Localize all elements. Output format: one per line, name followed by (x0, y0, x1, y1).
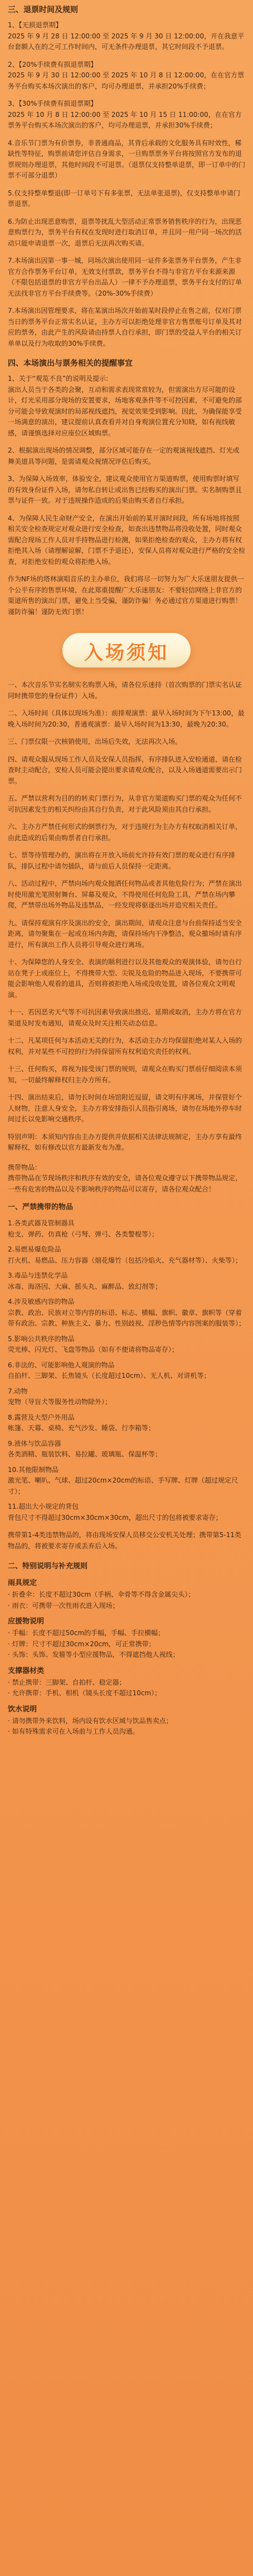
prohibited-item-10: 10.其他限制物品 激光笔、喇叭、气球、超过20cm×20cm的标语、手写牌、灯牌（超过规定尺寸）； (8, 1465, 239, 1495)
notice-12: 十二、凡某项任何与本活动无关的行为，本活动主办方均保留拒绝对某人入场的权利，并对某些不可控的行为持保留所有权利追究责任的权利。 (8, 1037, 242, 1056)
special-rules-title: 二、特别说明与补充规则 (8, 1562, 88, 1571)
notice-3: 三、门票仅限一次核销使用，出场后失效，无法再次入场。 (8, 738, 182, 745)
rain-gear-rule-1: · 折叠伞：长度不超过30cm（手柄、伞骨等不得含金属尖头）； (8, 1591, 195, 1598)
prohibited-item-2: 2.易燃易爆危险品 打火机、易燃品、压力容器（烟花爆竹（包括冷焰火、充气器材等）、火柴等）； (8, 1245, 242, 1264)
prohibited-item-1: 1.各类武器及管制器具 枪支、弹药、仿真枪（弓弩、弹弓、各类警棍等）； (8, 1219, 159, 1238)
prohibited-item-9: 9.液体与饮品容器 各类酒精、瓶装饮料、易拉罐、玻璃瓶、保温杯等； (8, 1439, 162, 1458)
prohibited-item-5: 5.影响公共秩序的物品 荧光棒、闪光灯、飞盘等物品（如有不便请将物品寄存）； (8, 1334, 179, 1353)
notice-7: 七、票等待管理办的，演出将在开放入场前允许持有效门票的观众进行有序排队，排队过程中请勿插队，请与前后人员保持一定距离。 (8, 851, 236, 870)
refund-rule-1: 1、【无损退票期】 2025 年 9 月 28 日 12:00:00 至 2025 年 9 月 30 日 12:00:00，开在我意平台套额人在的之可工作时间内，可无条件办理退票，其它时间段不予退票。 (8, 21, 245, 51)
notice-9: 九、请保持观演有序及演出的安全，演出期间，请观众注意与台前保持适当安全距离，请勿聚集在一起或在场内奔跑，请保持场内干净整洁，观众撤场时请有序进行，所有演出工作人员将引导观众进行离场。 (8, 919, 242, 949)
notice-14: 十四、演出结束后，请勿长时间在场馆附近逗留，请文明有序离场，并保管好个人财物，注意人身安全，主办方将安排指引人员指引离场，请勿在场地外停车时间过长以免影响交通秩序。 (8, 1093, 242, 1123)
carry-intro: 携带物品： 携带物品在节现场秩序和秩序有效的安全，请各位观众遵守以下携带物品规定，一些有危害的物品以及不影响秩序的物品可以寄存，请各位观众配合！ (8, 1163, 242, 1193)
reminder-4: 4、为保障人民生命财产安全，在演出开始前的某开演时间段，所有场地将按照相关安全检查规定对观众进行安全检查，如查出违禁物品将没收处置，同时观众需配合现场工作人员对手持物品进行检测，如果拒绝检查的观众，主办方将有权拒绝其入场（请理解谅解，门票不予退还），安保人员将对观众进行严格的安全检查，对拒绝安检的观众将拒绝入场。 (8, 514, 246, 566)
rain-gear-title: 雨具规定 (8, 1579, 37, 1587)
refund-rule-5: 5.仅支持整单整退(即一订单号下有多张票，无法单张退票)，仅支持整单申请门票退票。 (8, 189, 240, 208)
refund-rule-7b: 7.本场演出因管理要求，将在某演出场次开始前某时段停止在售之前，仅对门票当日的票务平台正常实名认证，主办方可以拒绝处理非官方售票账号订单及其对应的票务，由此产生的风险请由持票人自行承担，即门票的受益人平台的相关订单单以及行为收取的30%手续费。 (8, 307, 242, 347)
notice-1: 一、本次音乐节实名制实名购票入场，请各位乐迷持（首次购票的门票实名认证同时携带您的身份证件）入场。 (8, 681, 242, 700)
reminder-3: 3、为保障入场效率，体验安全，建议观众使用官方渠道购票，使用购票时填写的有效身份证件入场，请勿私自转让或出售已经购买的演出门票。实名制购票且票与证件一致。对于违规操作造成的后果由购买者自行承担。 (8, 475, 242, 504)
section-title-refund: 三、退票时间及规则 (8, 6, 78, 14)
support-items-rule-3: · 头饰：头饰、发箍等小型应援物品，不得遮挡他人视线； (8, 1651, 179, 1659)
notice-2: 二、入场时间（具体以现场为准）：前排观演票：最早入场时间为下午13:00，最晚入场时间为20:30，普通观演票：最早入场时间为13:30，最晚为20:30。 (8, 709, 245, 728)
equipment-rule-1: · 禁止携带：三脚架、自拍杆、稳定器； (8, 1678, 126, 1686)
support-items-rule-1: · 手幅：长度不超过50cm的手幅，手幅、手拉横幅； (8, 1629, 165, 1637)
notice-10: 十、为保障您的人身安全、表演的顺利进行以及其他观众的观演体验，请勿自行站在凳子上或座位上，不得携带大型、尖锐及危险的物品进入现场，不要携带可能会影响他人观看的道具，否则将被拒绝入场或没收处置，请各位观众文明观演。 (8, 958, 242, 999)
refund-rule-2: 2、【20%手续费有损退票期】 2025 年 9 月 30 日 12:00:00 至 2025 年 10 月 8 日 12:00:00，在在官方票务平台购买本场次演出的客户，均可办理退票，并承担20%手续费； (8, 60, 245, 90)
prohibited-item-11: 11.超出大小规定的背包 背包尺寸不得超过30cm×30cm×30cm，超出尺寸的包将被要求寄存； (8, 1503, 222, 1522)
notice-11: 十一、若因恶劣天气等不可抗因素导致演出推迟、延期或取消，主办方将在官方渠道及时发布通知，请观众及时关注相关动态信息。 (8, 1008, 242, 1027)
reminder-1: 1、关于“观览不良”的说明及提示: 演出人员当于各类的会聚，互动和需求表现常常较为，但需演出方尽可能的设计，灯光采用部分现场的安置要求，场地客观条件等不可控因素，不可避免的部分可能会导致观演时的局部视线遮挡，视觉效果受到影响。因此，为确保能享受一场满意的演出，建议提前认真查看并对自身观演位置充分知晓，如有视线敏感，请谨慎选择对应座位区域购票。 (8, 375, 242, 437)
prohibited-item-3: 3.毒品与违禁化学品 冰毒、海洛因、大麻、摇头丸、麻醉品、致幻剂等； (8, 1272, 162, 1291)
notice-5: 五、严禁以营利为目的的转卖门票行为，从非官方渠道购买门票的观众为任何不可抗因素发生的相关纠纷由其自行负责，对于此风险须由其自行承担。 (8, 794, 242, 813)
prohibited-item-4: 4.涉及敏感内容的物品 宗教、政治、民族对立等内容的标语、标志、横幅、旗帜、徽章、旗帜等（穿着带有政治、宗教、种族主义、暴力、性别歧视、淫秽色情等内容图案的服装等）； (8, 1298, 246, 1327)
rain-gear-rule-2: · 雨衣：可携带一次性雨衣进入现场； (8, 1601, 119, 1610)
prohibited-item-8: 8.露营及大型户外用品 帐篷、天幕、桌椅、充气沙发、睡袋、行李箱等； (8, 1413, 155, 1432)
water-rule-1: · 请勿携带外来饮料，场内设有饮水区域与饮品售卖点； (8, 1716, 173, 1725)
refund-rule-7: 7.本场演出因第一事一城，同场次演出使用同一证件多张票务平台票务，产生非官方合作票务平台订单，无效支付票款，票务平台不得与非官方平台来源来源（不限包括退票的非官方平台出品人）一律不予办理退票，票务平台支付的订单无法找非官方平台手续费等。（20%-30%手续费） (8, 257, 242, 297)
prohibited-item-7: 7.动物 宠物（导盲犬等服务性动物除外）； (8, 1387, 112, 1406)
water-rule-2: · 如有特殊需求可在入场前与工作人员沟通。 (8, 1728, 139, 1735)
reminder-2: 2、根据演出现场的情况调整，部分区域可能存在一定的观演视线遮挡、灯光或舞美道具等问题，是需请观众视情况评估后购买。 (8, 446, 240, 465)
banner-title: 入场须知 (84, 642, 169, 664)
support-items-rule-2: · 灯牌：尺寸不超过30cm×20cm，可正常携带； (8, 1640, 155, 1648)
refund-rule-3: 3、【30%手续费有损退票期】 2025 年 10 月 8 日 12:00:00 至 2025 年 10 月 15 日 11:00:00，在在官方票务平台购买本场次演出的客户，均可办理退票，并承担30%手续费； (8, 100, 242, 129)
notice-6: 六、主办方严禁任何形式的倒票行为，对于违规行为主办方有权取消相关订单，由此造成的后果由购票者自行承担。 (8, 823, 242, 842)
notice-15: 特别声明：本须知内容由主办方提供并依据相关法律法规制定，主办方享有最终解释权，如有修改以官方最新发布为准。 (8, 1132, 242, 1151)
water-title: 饮水说明 (8, 1705, 37, 1714)
prohibited-item-6: 6.非法的、可能影响他人观演的物品 自拍杆、三脚架、长焦镜头（长度超过10cm）、无人机、对讲机等； (8, 1361, 211, 1380)
prohibited-footnote: 携带第1-4类违禁物品的，将由现场安保人员移交公安机关处理；携带第5-11类物品的，将被要求寄存或丢弃后入场。 (8, 1531, 241, 1550)
refund-rule-4: 4.音乐节门票为有价票券，非普通商品，其背后承载的文化服务具有时效性，稀缺性等特征，购票前请您评估自身需求，一旦购票票务平台将按照官方发布的退票规则办理退票，其他时间段不可退票。（退票仅支持整单退票，即一订单中的门票不可部分退票） (8, 139, 246, 179)
refund-rule-6: 6.为防止出现恶意购票，退票等扰乱大型活动正常票务销售秩序的行为，出现恶意购票行为，票务平台有权在发现时进行取消订单，并且同一用户同一场次的活动只能申请退票一次，退票后无法再次购买请。 (8, 217, 242, 247)
notice-8: 八、活动过程中，严禁向场内观众抛洒任何物品或者其他危险行为；严禁在演出时使用激光笔照射舞台、屏幕及观众，不得使用任何危险工具，严禁在场内攀爬，严禁带出场外物品及违禁品，一经发现将驱逐出场并追究相关责任。 (8, 880, 242, 909)
notice-13: 十三、任何购买，将视为接受该门票的规则，请观众在购买门票前仔细阅读本须知，一切最终解释权归主办方所有。 (8, 1065, 242, 1084)
equipment-rule-2: · 允许携带：手机、相机（镜头长度不超过10cm）； (8, 1689, 162, 1697)
support-items-title: 应援物说明 (8, 1617, 45, 1626)
notice-4: 四、请观众服从现场工作人员及安保人员指挥，有序排队进入安检通道，请在检查时主动配合，安检人员可能会提出要求请观众配合，以及入场通道需要出示门票。 (8, 755, 242, 785)
entry-notice-banner (62, 629, 191, 673)
prohibited-title: 一、严禁携带的物品 (8, 1203, 74, 1211)
equipment-title: 支撑器材类 (8, 1666, 45, 1675)
reminder-5: 作为NF场的塔林演唱音乐的主办单位，我们将尽一切努力为广大乐迷朋友提供一个公平有序的售票环境，在此郑重提醒广大乐迷朋友：不要轻信网络上非官方的渠道所售的演出门票，避免上当受骗，谨防诈骗！务必通过官方渠道进行购票！谨防诈骗！谨防无效门票！ (8, 575, 244, 616)
section-title-reminders: 四、本场演出与票务相关的提醒事宜 (8, 359, 133, 368)
